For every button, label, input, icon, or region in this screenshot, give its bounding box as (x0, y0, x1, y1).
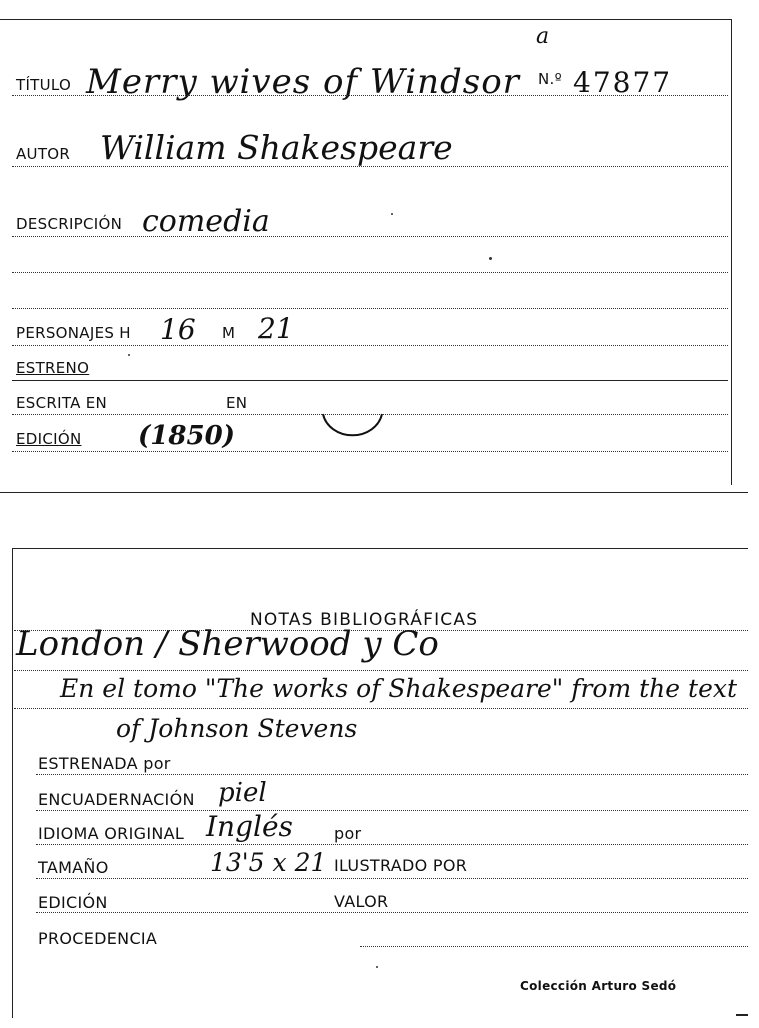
card-left-border (12, 548, 13, 1018)
speck (391, 213, 393, 215)
descripcion-line-2 (12, 272, 728, 273)
titulo-line (12, 95, 728, 96)
card-right-border (731, 19, 732, 485)
descripcion-value: comedia (142, 204, 270, 239)
punch-hole (318, 400, 388, 446)
personajes-h-value: 16 (160, 313, 196, 346)
speck (376, 966, 378, 968)
speck (489, 257, 492, 260)
procedencia-label: PROCEDENCIA (38, 929, 158, 948)
idioma-line (36, 844, 748, 845)
titulo-label: TÍTULO (16, 76, 72, 94)
estreno-line (12, 380, 728, 381)
valor-label: VALOR (334, 892, 389, 911)
notas-line-3 (14, 708, 748, 709)
edicion-bottom-label: EDICIÓN (38, 893, 108, 912)
tamano-value: 13'5 x 21 (210, 848, 327, 877)
encuadernacion-value: piel (218, 778, 267, 808)
autor-value: William Shakespeare (100, 128, 453, 167)
titulo-value: Merry wives of Windsor (86, 62, 520, 102)
notes-line-2: En el tomo "The works of Shakespeare" from the text (60, 674, 738, 703)
descripcion-label: DESCRIPCIÓN (16, 215, 123, 233)
ilustrado-label: ILUSTRADO POR (334, 856, 468, 875)
personajes-m-label: M (222, 324, 236, 342)
encuadernacion-line (36, 810, 748, 811)
edicion-value: (1850) (138, 421, 235, 451)
idioma-label: IDIOMA ORIGINAL (38, 824, 185, 843)
corner-mark: a (536, 24, 550, 49)
catalog-card-top (0, 0, 759, 495)
edicion-line (12, 451, 728, 452)
tamano-label: TAMAÑO (38, 858, 109, 877)
encuadernacion-label: ENCUADERNACIÓN (38, 790, 195, 809)
notas-line-2 (14, 670, 748, 671)
bottom-mark (736, 1014, 748, 1016)
autor-line (12, 166, 728, 167)
speck (128, 354, 130, 356)
card-top-border (12, 548, 748, 549)
escrita-en-label: EN (226, 394, 248, 412)
descripcion-line-1 (12, 236, 728, 237)
edicion-label: EDICIÓN (16, 430, 82, 448)
autor-label: AUTOR (16, 145, 71, 163)
personajes-m-value: 21 (258, 312, 294, 345)
coleccion-label: Colección Arturo Sedó (520, 979, 677, 993)
estrenada-line (36, 774, 748, 775)
edicion-bottom-line (36, 912, 748, 913)
card-bottom-edge (0, 492, 748, 493)
estrenada-label: ESTRENADA por (38, 754, 171, 773)
notas-heading: NOTAS BIBLIOGRÁFICAS (250, 610, 479, 630)
descripcion-line-3 (12, 308, 728, 309)
escrita-label: ESCRITA EN (16, 394, 108, 412)
personajes-line (12, 345, 728, 346)
personajes-label: PERSONAJES H (16, 324, 131, 342)
idioma-value: Inglés (206, 810, 293, 843)
numero-value: 47877 (573, 66, 673, 99)
tamano-line (36, 878, 748, 879)
card-top-border (0, 19, 732, 20)
idioma-por-label: por (334, 824, 362, 843)
procedencia-line (360, 946, 748, 947)
numero-label: N.º (538, 70, 562, 88)
notes-line-3: of Johnson Stevens (116, 714, 358, 743)
catalog-card-bottom (0, 540, 759, 1028)
notes-line-1: London / Sherwood y Co (16, 624, 439, 664)
estreno-label: ESTRENO (16, 359, 90, 377)
